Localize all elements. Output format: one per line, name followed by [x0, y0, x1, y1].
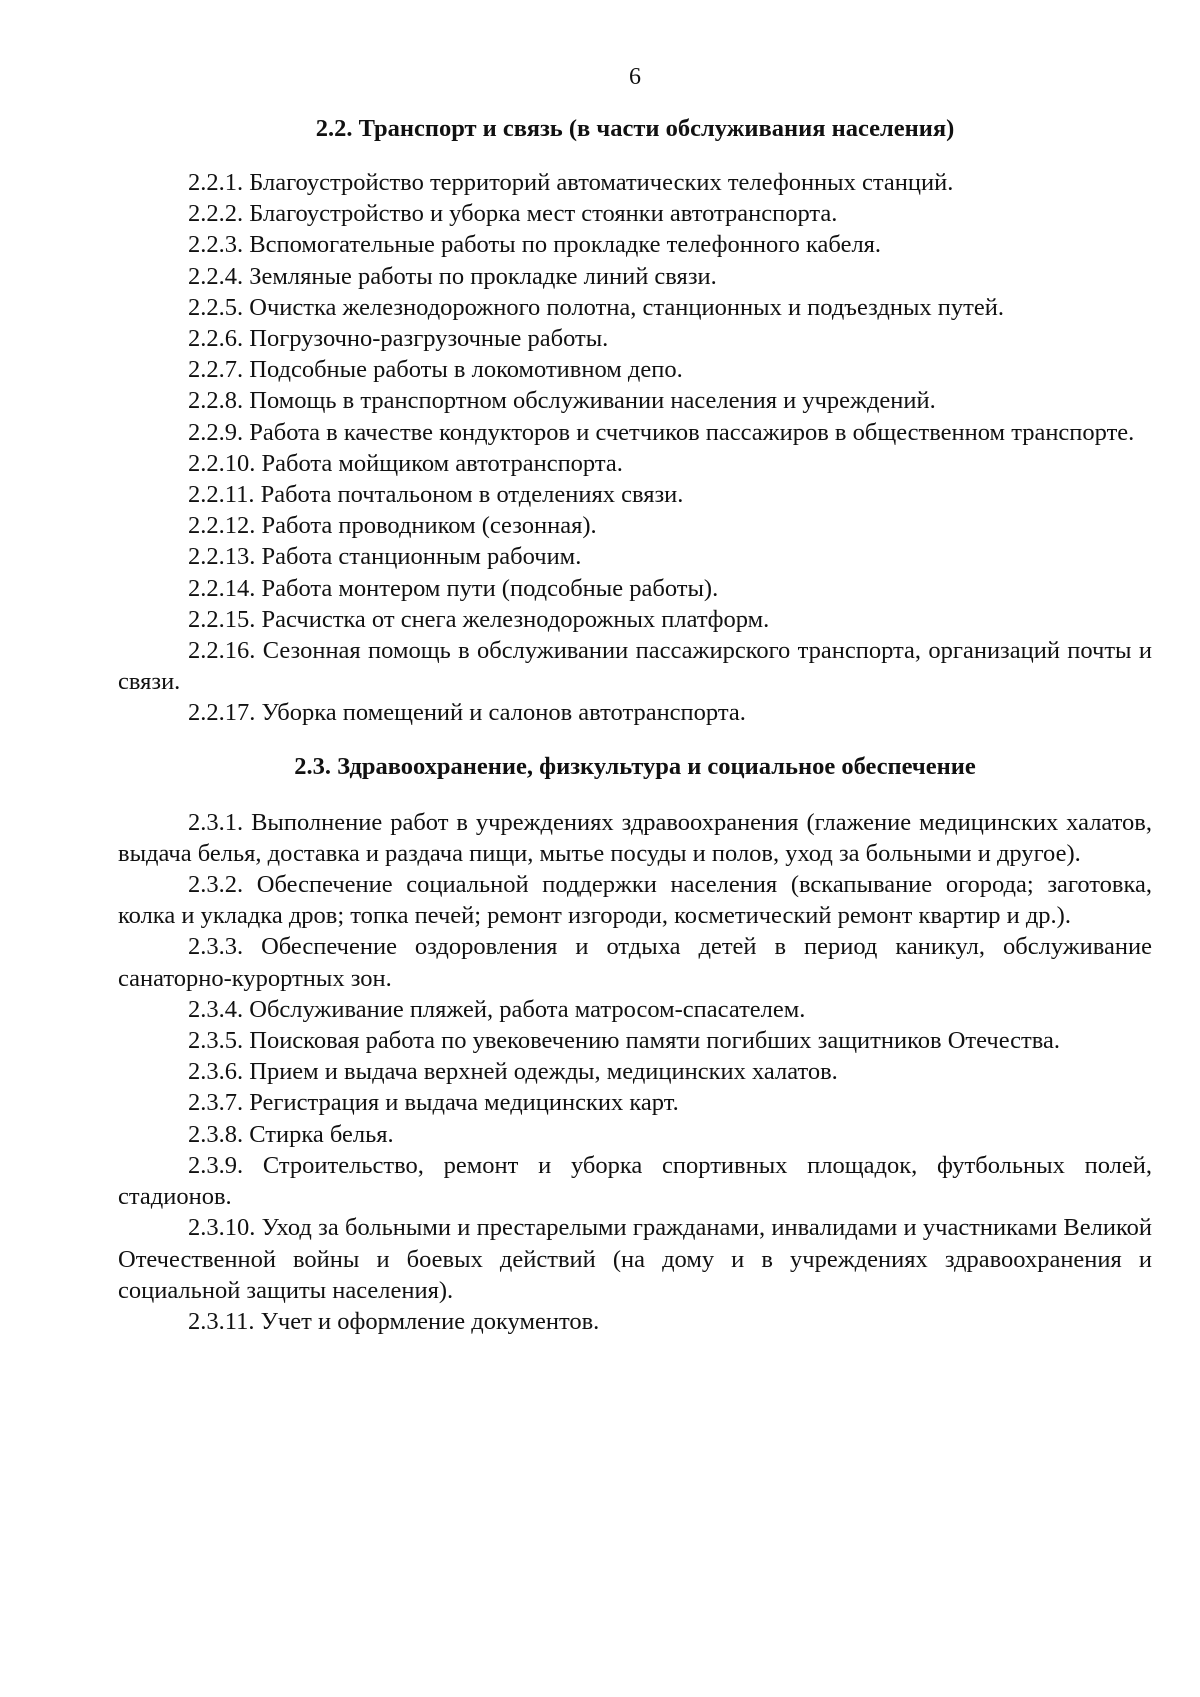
list-item: 2.2.5. Очистка железнодорожного полотна, станционных и подъездных путей.	[188, 293, 1004, 321]
list-item: 2.2.17. Уборка помещений и салонов автотранспорта.	[188, 699, 746, 727]
list-item: 2.2.7. Подсобные работы в локомотивном депо.	[188, 356, 683, 384]
list-item: 2.3.8. Стирка белья.	[188, 1120, 394, 1148]
section-heading-transport: 2.2. Транспорт и связь (в части обслуживания населения)	[315, 115, 955, 142]
list-item: 2.2.6. Погрузочно-разгрузочные работы.	[188, 325, 609, 353]
list-item: 2.2.11. Работа почтальоном в отделениях связи.	[188, 481, 684, 509]
list-item: 2.2.4. Земляные работы по прокладке линий связи.	[188, 262, 717, 290]
section-heading-healthcare: 2.3. Здравоохранение, физкультура и социальное обеспечение	[294, 752, 976, 780]
section-list-healthcare	[118, 807, 1152, 1337]
list-item: 2.3.3. Обеспечение оздоровления и отдыха детей в период каникул, обслуживание санаторно-курортных зон.	[118, 933, 1152, 992]
list-item: 2.2.3. Вспомогательные работы по прокладке телефонного кабеля.	[188, 231, 882, 259]
list-item: 2.2.9. Работа в качестве кондукторов и счетчиков пассажиров в общественном транспорте.	[188, 418, 1135, 446]
list-item: 2.3.5. Поисковая работа по увековечению памяти погибших защитников Отечества.	[188, 1027, 1060, 1055]
list-item: 2.2.12. Работа проводником (сезонная).	[188, 512, 597, 540]
list-item: 2.3.2. Обеспечение социальной поддержки населения (вскапывание огорода; заготовка, колка и укладка дров; топка печей; ремонт изгороди, косметический ремонт квартир и др.).	[118, 871, 1152, 930]
list-item: 2.3.10. Уход за больными и престарелыми гражданами, инвалидами и участниками Великой Отечественной войны и боевых действий (на дому и в учреждениях здравоохранения и социальной защиты населения).	[118, 1214, 1152, 1304]
list-item: 2.2.8. Помощь в транспортном обслуживании населения и учреждений.	[188, 387, 936, 415]
list-item: 2.3.1. Выполнение работ в учреждениях здравоохранения (глажение медицинских халатов, выдача белья, доставка и раздача пищи, мытье посуды и полов, уход за больными и другое).	[118, 808, 1152, 867]
section-list-transport	[118, 167, 1152, 729]
list-item: 2.3.11. Учет и оформление документов.	[188, 1307, 600, 1335]
list-item: 2.3.6. Прием и выдача верхней одежды, медицинских халатов.	[188, 1058, 838, 1086]
list-item: 2.2.2. Благоустройство и уборка мест стоянки автотранспорта.	[188, 200, 838, 228]
list-item: 2.3.4. Обслуживание пляжей, работа матросом-спасателем.	[188, 995, 806, 1023]
list-item: 2.3.7. Регистрация и выдача медицинских карт.	[188, 1089, 679, 1117]
page-number: 6	[629, 64, 641, 90]
list-item: 2.2.15. Расчистка от снега железнодорожных платформ.	[188, 605, 770, 633]
list-item: 2.2.16. Сезонная помощь в обслуживании пассажирского транспорта, организаций почты и связи.	[118, 637, 1152, 696]
list-item: 2.2.1. Благоустройство территорий автоматических телефонных станций.	[188, 169, 954, 196]
list-item: 2.2.13. Работа станционным рабочим.	[188, 543, 582, 571]
list-item: 2.2.14. Работа монтером пути (подсобные работы).	[188, 574, 719, 602]
list-item: 2.3.9. Строительство, ремонт и уборка спортивных площадок, футбольных полей, стадионов.	[118, 1151, 1152, 1211]
list-item: 2.2.10. Работа мойщиком автотранспорта.	[188, 449, 623, 477]
